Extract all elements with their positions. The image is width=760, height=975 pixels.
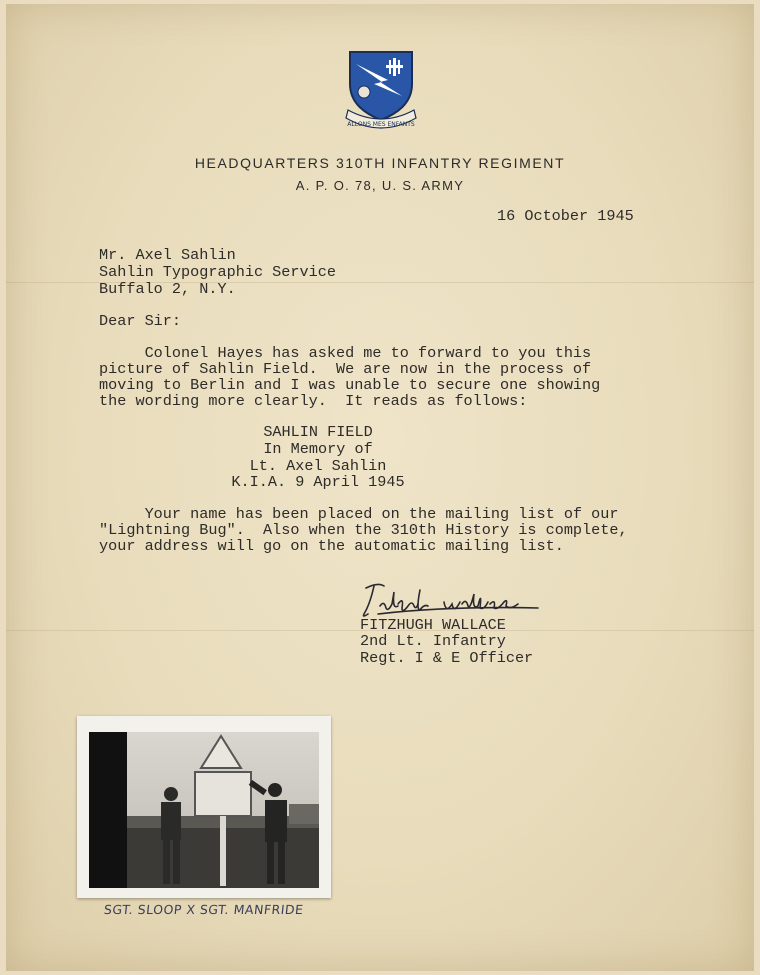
attached-photograph: [77, 716, 331, 898]
paragraph-line: picture of Sahlin Field. We are now in the process of: [99, 360, 592, 378]
paragraph-line: the wording more clearly. It reads as follows:: [99, 392, 528, 410]
salutation: Dear Sir:: [99, 312, 182, 330]
sign-line: In Memory of: [263, 440, 373, 458]
photo-caption: SGT. SLOOP X SGT. MANFRIDE: [103, 902, 305, 917]
paragraph-line: your address will go on the automatic mailing list.: [99, 537, 564, 555]
signer-position: Regt. I & E Officer: [360, 649, 534, 667]
signer-name: FITZHUGH WALLACE: [360, 616, 506, 634]
regiment-crest-icon: [344, 48, 418, 132]
recipient-name: Mr. Axel Sahlin: [99, 246, 236, 264]
paragraph-line: "Lightning Bug". Also when the 310th History is complete,: [99, 521, 628, 539]
recipient-company: Sahlin Typographic Service: [99, 263, 336, 281]
signer-rank: 2nd Lt. Infantry: [360, 632, 506, 650]
letter-date: 16 October 1945: [497, 207, 634, 225]
letterhead-subtitle: A. P. O. 78, U. S. ARMY: [295, 178, 465, 193]
paragraph-line: Colonel Hayes has asked me to forward to you this: [99, 344, 592, 362]
svg-text:ALLONS MES ENFANTS: ALLONS MES ENFANTS: [347, 121, 415, 128]
recipient-city: Buffalo 2, N.Y.: [99, 280, 236, 298]
letterhead-title: HEADQUARTERS 310TH INFANTRY REGIMENT: [194, 155, 566, 171]
paragraph-line: moving to Berlin and I was unable to secure one showing: [99, 376, 601, 394]
sign-line: Lt. Axel Sahlin: [249, 457, 387, 475]
sign-line: SAHLIN FIELD: [263, 423, 373, 441]
paragraph-line: Your name has been placed on the mailing list of our: [99, 505, 619, 523]
sign-line: K.I.A. 9 April 1945: [231, 473, 405, 491]
photo-of-sign-icon: [89, 732, 319, 888]
